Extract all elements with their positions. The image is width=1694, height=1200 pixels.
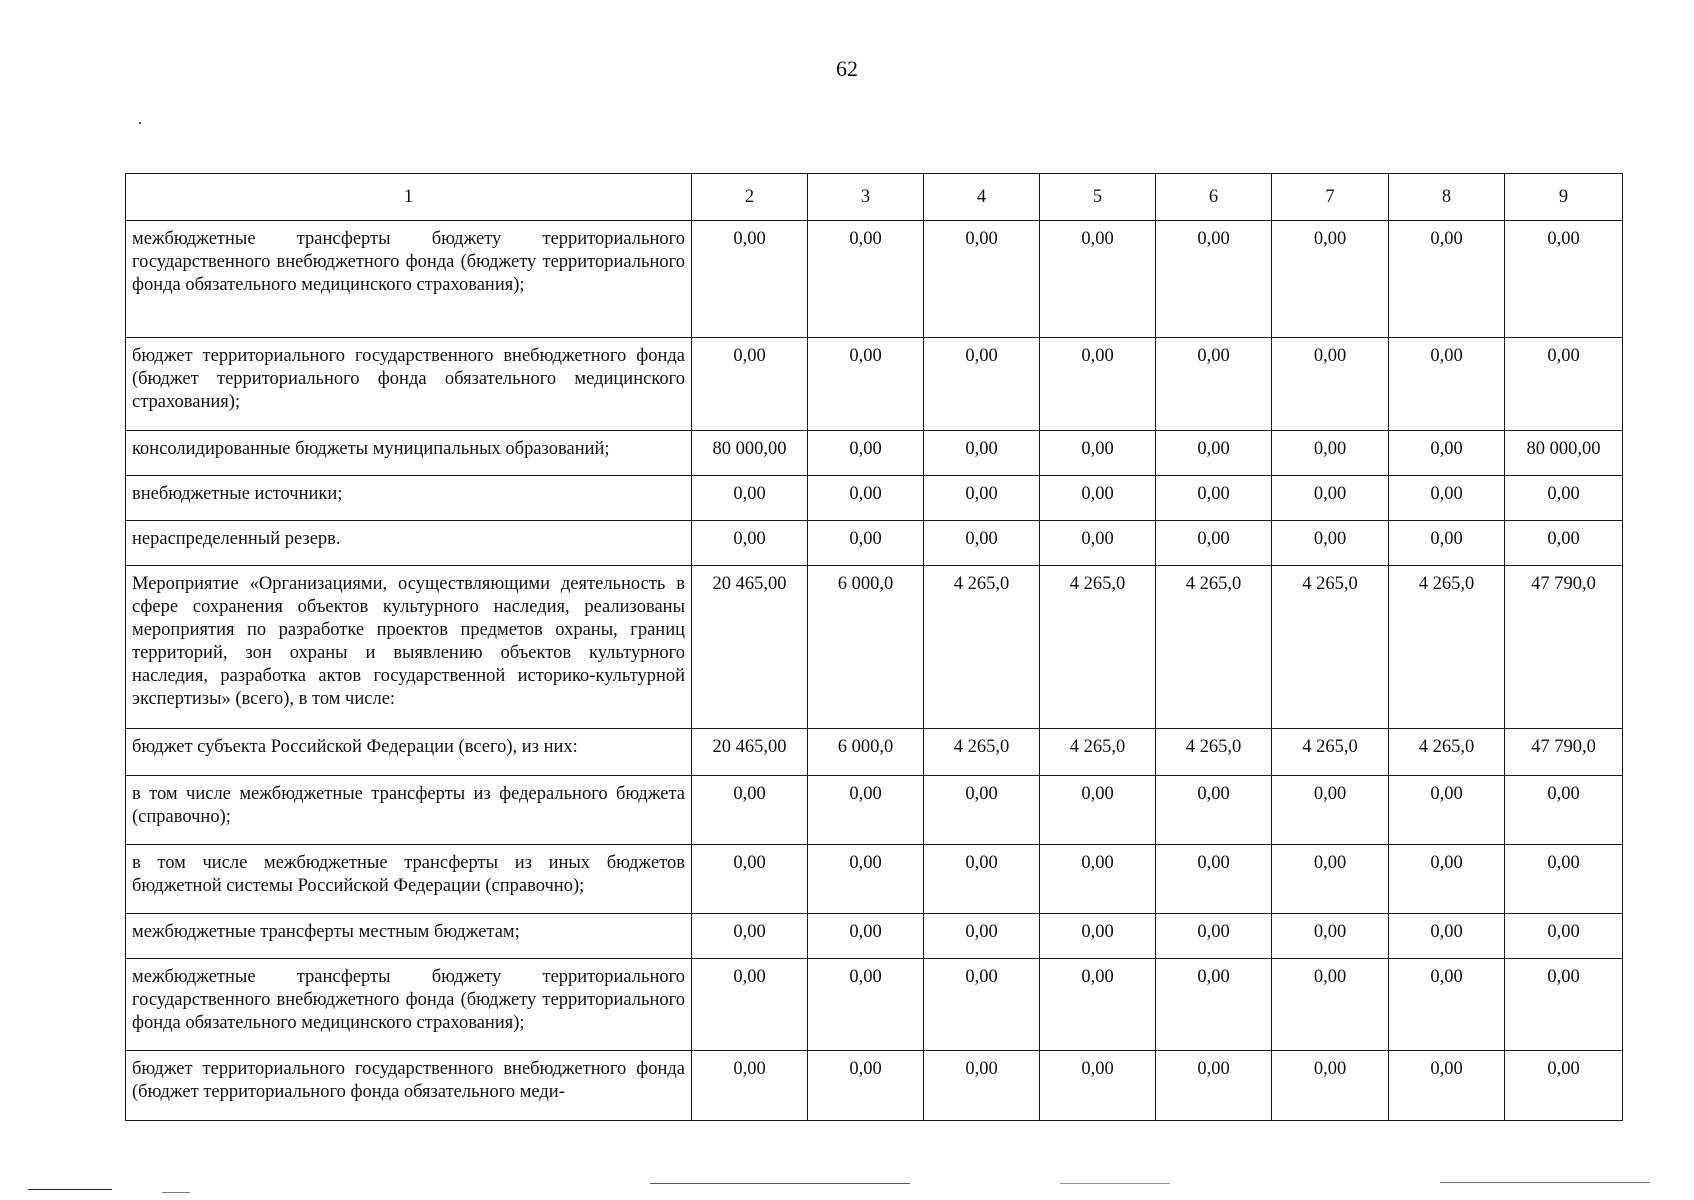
row-value: 0,00 <box>1040 776 1156 845</box>
row-value: 0,00 <box>808 776 924 845</box>
row-value: 0,00 <box>1156 914 1272 959</box>
row-value: 0,00 <box>1389 431 1505 476</box>
row-value: 0,00 <box>692 338 808 431</box>
row-label: межбюджетные трансферты местным бюджетам; <box>126 914 692 959</box>
row-value: 0,00 <box>808 914 924 959</box>
scan-artifact <box>28 1189 112 1190</box>
row-label: межбюджетные трансферты бюджету территориального государственного внебюджетного фонда (бюджету территориального фонда обязательного медицинского страхования); <box>126 959 692 1051</box>
scan-speck <box>139 122 141 124</box>
row-value: 0,00 <box>1272 914 1389 959</box>
row-value: 0,00 <box>1272 221 1389 338</box>
row-label: внебюджетные источники; <box>126 476 692 521</box>
table-row <box>126 221 1623 338</box>
row-value: 0,00 <box>1389 221 1505 338</box>
column-header: 3 <box>808 174 924 221</box>
table-row <box>126 959 1623 1051</box>
row-value: 0,00 <box>808 338 924 431</box>
row-value: 0,00 <box>924 914 1040 959</box>
row-label: бюджет субъекта Российской Федерации (всего), из них: <box>126 729 692 776</box>
row-value: 0,00 <box>808 476 924 521</box>
row-value: 0,00 <box>924 476 1040 521</box>
row-label: нераспределенный резерв. <box>126 521 692 566</box>
row-value: 4 265,0 <box>1389 729 1505 776</box>
row-value: 0,00 <box>924 521 1040 566</box>
row-value: 0,00 <box>924 431 1040 476</box>
row-value: 0,00 <box>1272 776 1389 845</box>
table-row <box>126 521 1623 566</box>
row-value: 4 265,0 <box>924 566 1040 729</box>
row-value: 0,00 <box>1156 1051 1272 1121</box>
row-value: 0,00 <box>1156 338 1272 431</box>
row-label: в том числе межбюджетные трансферты из иных бюджетов бюджетной системы Российской Федерации (справочно); <box>126 845 692 914</box>
row-value: 0,00 <box>1272 521 1389 566</box>
row-value: 0,00 <box>1156 476 1272 521</box>
row-value: 0,00 <box>1505 959 1623 1051</box>
row-value: 0,00 <box>1505 476 1623 521</box>
row-value: 0,00 <box>808 221 924 338</box>
row-value: 0,00 <box>1505 776 1623 845</box>
row-value: 0,00 <box>1389 959 1505 1051</box>
row-value: 0,00 <box>1156 521 1272 566</box>
row-value: 0,00 <box>692 521 808 566</box>
table-row <box>126 729 1623 776</box>
row-value: 0,00 <box>1040 431 1156 476</box>
row-value: 6 000,0 <box>808 729 924 776</box>
row-value: 4 265,0 <box>1389 566 1505 729</box>
row-value: 0,00 <box>924 845 1040 914</box>
row-value: 0,00 <box>1272 1051 1389 1121</box>
row-value: 0,00 <box>1272 431 1389 476</box>
row-value: 0,00 <box>1040 1051 1156 1121</box>
row-value: 0,00 <box>692 221 808 338</box>
row-value: 20 465,00 <box>692 729 808 776</box>
scan-artifact <box>1440 1182 1650 1183</box>
row-value: 0,00 <box>924 338 1040 431</box>
row-value: 0,00 <box>924 959 1040 1051</box>
table-row <box>126 338 1623 431</box>
row-value: 0,00 <box>1505 221 1623 338</box>
row-value: 47 790,0 <box>1505 729 1623 776</box>
row-value: 0,00 <box>1040 845 1156 914</box>
row-value: 0,00 <box>1389 1051 1505 1121</box>
row-label: в том числе межбюджетные трансферты из федерального бюджета (справочно); <box>126 776 692 845</box>
row-value: 0,00 <box>1389 914 1505 959</box>
row-value: 0,00 <box>808 431 924 476</box>
row-value: 4 265,0 <box>1272 566 1389 729</box>
row-value: 0,00 <box>1040 338 1156 431</box>
row-label: бюджет территориального государственного внебюджетного фонда (бюджет территориального фонда обязательного меди- <box>126 1051 692 1121</box>
scan-artifact <box>650 1183 910 1184</box>
column-header: 7 <box>1272 174 1389 221</box>
row-value: 0,00 <box>1040 959 1156 1051</box>
row-value: 0,00 <box>1272 476 1389 521</box>
column-header: 2 <box>692 174 808 221</box>
row-value: 0,00 <box>1156 959 1272 1051</box>
row-value: 0,00 <box>1040 221 1156 338</box>
row-label: консолидированные бюджеты муниципальных образований; <box>126 431 692 476</box>
row-value: 20 465,00 <box>692 566 808 729</box>
row-value: 0,00 <box>1505 914 1623 959</box>
page-number: 62 <box>836 56 858 81</box>
table-row <box>126 914 1623 959</box>
row-value: 0,00 <box>692 476 808 521</box>
row-value: 0,00 <box>1040 521 1156 566</box>
row-value: 0,00 <box>1389 476 1505 521</box>
row-value: 0,00 <box>692 845 808 914</box>
row-value: 0,00 <box>1156 221 1272 338</box>
row-value: 0,00 <box>924 1051 1040 1121</box>
table-row <box>126 566 1623 729</box>
column-header: 6 <box>1156 174 1272 221</box>
row-value: 0,00 <box>1505 521 1623 566</box>
row-value: 0,00 <box>1156 776 1272 845</box>
row-value: 4 265,0 <box>1156 566 1272 729</box>
row-value: 47 790,0 <box>1505 566 1623 729</box>
row-value: 4 265,0 <box>1272 729 1389 776</box>
row-value: 0,00 <box>1505 845 1623 914</box>
row-value: 80 000,00 <box>1505 431 1623 476</box>
budget-table <box>125 173 1623 1121</box>
row-value: 0,00 <box>1156 845 1272 914</box>
row-value: 4 265,0 <box>924 729 1040 776</box>
row-value: 80 000,00 <box>692 431 808 476</box>
row-value: 0,00 <box>1040 914 1156 959</box>
column-header: 1 <box>126 174 692 221</box>
row-value: 0,00 <box>1505 1051 1623 1121</box>
scan-artifact <box>1060 1183 1170 1184</box>
row-value: 0,00 <box>1389 845 1505 914</box>
row-value: 0,00 <box>1389 338 1505 431</box>
table-row <box>126 1051 1623 1121</box>
row-value: 0,00 <box>924 776 1040 845</box>
table-row <box>126 776 1623 845</box>
row-value: 0,00 <box>1156 431 1272 476</box>
column-header: 5 <box>1040 174 1156 221</box>
row-value: 4 265,0 <box>1040 566 1156 729</box>
row-value: 0,00 <box>692 914 808 959</box>
row-label: бюджет территориального государственного внебюджетного фонда (бюджет территориального фонда обязательного медицинского страхования); <box>126 338 692 431</box>
column-header: 8 <box>1389 174 1505 221</box>
table-row <box>126 845 1623 914</box>
row-value: 4 265,0 <box>1040 729 1156 776</box>
row-value: 0,00 <box>692 959 808 1051</box>
table-row <box>126 476 1623 521</box>
column-header: 4 <box>924 174 1040 221</box>
column-header: 9 <box>1505 174 1623 221</box>
row-value: 0,00 <box>1040 476 1156 521</box>
row-value: 0,00 <box>1389 776 1505 845</box>
table-header-row <box>126 174 1623 221</box>
row-label: межбюджетные трансферты бюджету территориального государственного внебюджетного фонда (бюджету территориального фонда обязательного медицинского страхования); <box>126 221 692 338</box>
row-value: 0,00 <box>808 1051 924 1121</box>
row-value: 4 265,0 <box>1156 729 1272 776</box>
row-value: 0,00 <box>692 1051 808 1121</box>
row-value: 0,00 <box>1272 338 1389 431</box>
row-value: 0,00 <box>808 521 924 566</box>
row-value: 0,00 <box>808 959 924 1051</box>
table-row <box>126 431 1623 476</box>
scan-artifact <box>162 1192 190 1193</box>
row-value: 0,00 <box>1389 521 1505 566</box>
row-value: 0,00 <box>924 221 1040 338</box>
row-value: 0,00 <box>1272 959 1389 1051</box>
row-value: 0,00 <box>1505 338 1623 431</box>
row-value: 0,00 <box>808 845 924 914</box>
row-value: 0,00 <box>692 776 808 845</box>
row-label: Мероприятие «Организациями, осуществляющими деятельность в сфере сохранения объектов культурного наследия, реализованы мероприятия по разработке проектов предметов охраны, границ территорий, зон охраны и выявлению объектов культурного наследия, разработка актов государственной историко-культурной экспертизы» (всего), в том числе: <box>126 566 692 729</box>
row-value: 6 000,0 <box>808 566 924 729</box>
row-value: 0,00 <box>1272 845 1389 914</box>
